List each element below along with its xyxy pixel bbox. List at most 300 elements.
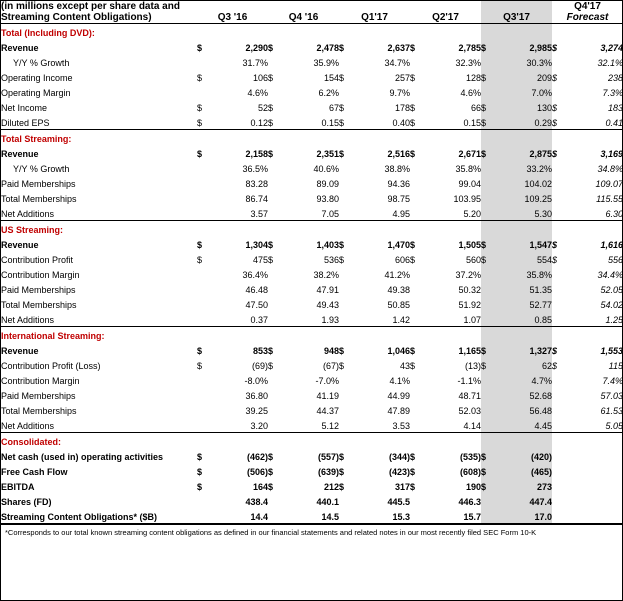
currency-symbol-cell: $ <box>410 114 424 130</box>
currency-symbol-cell: $ <box>410 467 416 477</box>
currency-symbol-cell <box>197 190 211 205</box>
value-cell: 17.0 <box>495 508 552 524</box>
currency-symbol-cell <box>197 311 211 327</box>
table-row <box>1 402 623 417</box>
value-cell: 2,516 <box>387 149 410 159</box>
currency-symbol-cell <box>268 160 282 175</box>
currency-symbol-cell <box>552 478 566 493</box>
row-label: Net cash (used in) operating activities <box>1 452 164 462</box>
value-cell: 3,169 <box>600 149 623 159</box>
value-cell: 32.3% <box>455 58 481 68</box>
section-spacer-cell <box>410 24 424 40</box>
currency-symbol-cell <box>552 508 566 524</box>
value-cell <box>566 463 623 478</box>
currency-symbol-cell: $ <box>481 69 495 84</box>
section-spacer-cell <box>410 433 424 449</box>
value-cell: 5.30 <box>495 205 552 221</box>
value-cell: 438.4 <box>245 497 268 507</box>
currency-symbol-cell <box>339 205 353 221</box>
value-cell: 37.2% <box>455 270 481 280</box>
currency-symbol-cell <box>481 417 495 433</box>
section-spacer-cell <box>211 433 268 449</box>
table-row <box>1 99 623 114</box>
section-spacer-cell <box>424 327 481 343</box>
section-spacer-cell <box>282 24 339 40</box>
value-cell: 36.5% <box>242 164 268 174</box>
currency-symbol-cell: $ <box>410 43 416 53</box>
section-spacer-cell <box>197 24 211 40</box>
value-cell: 41.19 <box>316 391 339 401</box>
section-spacer-cell <box>197 221 211 237</box>
value-cell: 3.53 <box>353 417 410 433</box>
currency-symbol-cell <box>552 175 566 190</box>
currency-symbol-cell <box>481 175 495 190</box>
value-cell: 38.2% <box>313 270 339 280</box>
currency-symbol-cell <box>481 402 495 417</box>
value-cell: 2,351 <box>316 149 339 159</box>
currency-symbol-cell <box>552 190 566 205</box>
currency-symbol-cell <box>481 205 495 221</box>
value-cell: 1,046 <box>387 346 410 356</box>
value-cell: 115 <box>608 361 623 371</box>
section-spacer-cell <box>424 221 481 237</box>
currency-symbol-cell: $ <box>410 73 416 83</box>
table-row <box>1 342 623 357</box>
currency-symbol-cell: $ <box>339 361 345 371</box>
currency-symbol-cell <box>410 160 424 175</box>
currency-symbol-cell: $ <box>552 73 558 83</box>
table-row <box>1 387 623 402</box>
table-row <box>1 114 623 130</box>
currency-symbol-cell <box>552 311 566 327</box>
value-cell: 238 <box>607 73 623 83</box>
value-cell: 7.05 <box>282 205 339 221</box>
footnote: *Corresponds to our total known streaming content obligations as defined in our financial statements and related notes in our most recently filed SEC Form 10-K <box>1 524 622 538</box>
value-cell: 3.20 <box>211 417 268 433</box>
section-spacer-cell <box>552 221 566 237</box>
currency-symbol-cell: $ <box>410 361 416 371</box>
column-header-q2-17: Q2'17 <box>410 1 481 24</box>
value-cell: 209 <box>495 69 552 84</box>
value-cell: 47.50 <box>245 300 268 310</box>
value-cell: 190 <box>465 482 481 492</box>
currency-symbol-cell <box>410 54 424 69</box>
currency-symbol-cell <box>197 84 211 99</box>
currency-symbol-cell <box>481 54 495 69</box>
table-header-row <box>1 1 623 24</box>
currency-symbol-cell <box>410 175 424 190</box>
value-cell: 0.29 <box>495 114 552 130</box>
currency-symbol-cell <box>339 281 353 296</box>
section-spacer-cell <box>268 221 282 237</box>
value-cell: 0.15 <box>282 114 339 130</box>
value-cell: 46.48 <box>245 285 268 295</box>
value-cell: 93.80 <box>316 194 339 204</box>
row-label: Net Income <box>1 103 48 113</box>
value-cell: 36.4% <box>242 270 268 280</box>
value-cell: 1,470 <box>387 240 410 250</box>
currency-symbol-cell <box>268 387 282 402</box>
section-spacer-cell <box>339 221 353 237</box>
currency-symbol-cell: $ <box>481 463 495 478</box>
value-cell: 44.37 <box>316 406 339 416</box>
value-cell: 41.2% <box>384 270 410 280</box>
currency-symbol-cell: $ <box>268 452 274 462</box>
section-spacer-cell <box>410 221 424 237</box>
value-cell: 178 <box>394 103 410 113</box>
currency-symbol-cell <box>552 296 566 311</box>
value-cell: 1,616 <box>600 240 623 250</box>
currency-symbol-cell <box>410 493 424 508</box>
row-label: Contribution Profit (Loss) <box>1 361 101 371</box>
value-cell: 7.0% <box>495 84 552 99</box>
value-cell: 35.8% <box>455 164 481 174</box>
value-cell: 49.38 <box>387 285 410 295</box>
column-header-q4-17-sub: Forecast <box>566 12 609 23</box>
value-cell: 50.32 <box>458 285 481 295</box>
table-row <box>1 160 623 175</box>
currency-symbol-cell <box>268 175 282 190</box>
value-cell: 43 <box>399 361 410 371</box>
currency-symbol-cell <box>268 296 282 311</box>
table-row <box>1 463 623 478</box>
currency-symbol-cell: $ <box>552 240 558 250</box>
currency-symbol-cell: $ <box>339 240 345 250</box>
value-cell: (462) <box>246 452 268 462</box>
currency-symbol-cell: $ <box>339 103 345 113</box>
row-label: Free Cash Flow <box>1 467 68 477</box>
currency-symbol-cell <box>552 84 566 99</box>
currency-symbol-cell: $ <box>197 43 203 53</box>
table-row <box>1 69 623 84</box>
section-spacer-cell <box>481 130 495 146</box>
value-cell: 2,637 <box>387 43 410 53</box>
section-spacer-cell <box>353 433 410 449</box>
currency-symbol-cell: $ <box>268 255 274 265</box>
value-cell: 4.6% <box>247 88 268 98</box>
value-cell: 15.7 <box>424 508 481 524</box>
units-label-line1: (in millions except per share data and <box>1 1 180 12</box>
section-spacer-cell <box>353 130 410 146</box>
value-cell: 154 <box>323 73 339 83</box>
value-cell: (535) <box>459 452 481 462</box>
value-cell: 1.42 <box>353 311 410 327</box>
currency-symbol-cell: $ <box>268 114 282 130</box>
currency-symbol-cell: $ <box>410 240 416 250</box>
value-cell: 54.02 <box>600 300 623 310</box>
value-cell: 1.07 <box>424 311 481 327</box>
value-cell: 48.71 <box>458 391 481 401</box>
section-spacer-cell <box>353 24 410 40</box>
currency-symbol-cell <box>410 190 424 205</box>
value-cell: (506) <box>246 467 268 477</box>
row-label: Paid Memberships <box>1 391 76 401</box>
section-spacer-cell <box>495 221 552 237</box>
value-cell <box>566 508 623 524</box>
value-cell: 44.99 <box>387 391 410 401</box>
value-cell: -7.0% <box>315 376 339 386</box>
currency-symbol-cell: $ <box>552 149 558 159</box>
currency-symbol-cell: $ <box>410 103 416 113</box>
value-cell: 1,327 <box>495 342 552 357</box>
currency-symbol-cell <box>481 493 495 508</box>
value-cell: 31.7% <box>242 58 268 68</box>
currency-symbol-cell <box>481 281 495 296</box>
currency-symbol-cell: $ <box>197 482 203 492</box>
currency-symbol-cell <box>552 281 566 296</box>
value-cell: 7.3% <box>602 88 623 98</box>
currency-symbol-cell <box>339 387 353 402</box>
currency-symbol-cell: $ <box>339 452 345 462</box>
column-header-q4-17 <box>552 1 623 24</box>
section-spacer-cell <box>339 327 353 343</box>
currency-symbol-cell <box>268 205 282 221</box>
value-cell: 4.6% <box>460 88 481 98</box>
currency-symbol-cell <box>197 205 211 221</box>
row-label: Net Additions <box>1 311 197 327</box>
value-cell: 4.45 <box>495 417 552 433</box>
currency-symbol-cell: $ <box>268 73 274 83</box>
row-label: Net Additions <box>1 205 197 221</box>
currency-symbol-cell <box>268 281 282 296</box>
value-cell: 0.85 <box>495 311 552 327</box>
currency-symbol-cell <box>197 296 211 311</box>
value-cell: 52.77 <box>495 296 552 311</box>
table-row <box>1 508 623 524</box>
value-cell: 4.1% <box>389 376 410 386</box>
value-cell: 62 <box>495 357 552 372</box>
currency-symbol-cell <box>410 387 424 402</box>
currency-symbol-cell <box>339 493 353 508</box>
currency-symbol-cell <box>197 372 211 387</box>
value-cell: (639) <box>317 467 339 477</box>
value-cell: 128 <box>465 73 481 83</box>
column-header-q3-17: Q3'17 <box>481 1 552 24</box>
currency-symbol-cell: $ <box>197 346 203 356</box>
table-row <box>1 448 623 463</box>
row-label: Contribution Margin <box>1 376 80 386</box>
value-cell: 51.35 <box>495 281 552 296</box>
section-spacer-cell <box>495 433 552 449</box>
section-spacer-cell <box>282 221 339 237</box>
currency-symbol-cell <box>339 84 353 99</box>
value-cell: 445.5 <box>387 497 410 507</box>
section-spacer-cell <box>353 327 410 343</box>
section-spacer-cell <box>495 327 552 343</box>
section-spacer-cell <box>353 221 410 237</box>
value-cell: 94.36 <box>387 179 410 189</box>
currency-symbol-cell: $ <box>481 99 495 114</box>
value-cell: 52.03 <box>458 406 481 416</box>
value-cell: (67) <box>322 361 339 371</box>
value-cell: 32.1% <box>597 58 623 68</box>
currency-symbol-cell <box>410 205 424 221</box>
value-cell: 257 <box>394 73 410 83</box>
value-cell: 1.25 <box>566 311 623 327</box>
table-row <box>1 296 623 311</box>
currency-symbol-cell: $ <box>197 255 203 265</box>
currency-symbol-cell <box>410 281 424 296</box>
currency-symbol-cell <box>268 266 282 281</box>
currency-symbol-cell: $ <box>268 361 274 371</box>
value-cell <box>566 493 623 508</box>
table-row <box>1 311 623 327</box>
value-cell: 554 <box>495 251 552 266</box>
currency-symbol-cell <box>268 402 282 417</box>
currency-symbol-cell <box>410 84 424 99</box>
value-cell <box>566 448 623 463</box>
currency-symbol-cell: $ <box>552 114 566 130</box>
currency-symbol-cell <box>197 175 211 190</box>
section-spacer-cell <box>424 24 481 40</box>
table-row <box>1 478 623 493</box>
section-spacer-cell <box>268 433 282 449</box>
row-label: Net Additions <box>1 417 197 433</box>
currency-symbol-cell: $ <box>552 43 558 53</box>
column-header-q3-16: Q3 '16 <box>197 1 268 24</box>
row-label: Total Memberships <box>1 300 77 310</box>
section-spacer-cell <box>282 327 339 343</box>
currency-symbol-cell: $ <box>481 114 495 130</box>
section-spacer-cell <box>211 221 268 237</box>
table-row <box>1 190 623 205</box>
table-row <box>1 39 623 54</box>
value-cell: 4.7% <box>495 372 552 387</box>
section-spacer-cell <box>211 130 268 146</box>
currency-symbol-cell <box>552 448 566 463</box>
row-label: Y/Y % Growth <box>13 164 70 174</box>
currency-symbol-cell <box>197 508 211 524</box>
row-label: Paid Memberships <box>1 179 76 189</box>
table-row <box>1 145 623 160</box>
currency-symbol-cell <box>552 54 566 69</box>
currency-symbol-cell: $ <box>268 43 274 53</box>
currency-symbol-cell: $ <box>197 467 203 477</box>
value-cell: 0.40 <box>353 114 410 130</box>
section-spacer-cell <box>197 130 211 146</box>
section-spacer-cell <box>552 130 566 146</box>
currency-symbol-cell <box>410 296 424 311</box>
column-header-q4-16: Q4 '16 <box>268 1 339 24</box>
currency-symbol-cell: $ <box>197 114 211 130</box>
currency-symbol-cell <box>552 463 566 478</box>
row-label: Operating Income <box>1 73 73 83</box>
currency-symbol-cell <box>552 160 566 175</box>
currency-symbol-cell <box>268 311 282 327</box>
value-cell: (557) <box>317 452 339 462</box>
currency-symbol-cell: $ <box>481 145 495 160</box>
section-header-row <box>1 327 623 343</box>
value-cell: 130 <box>495 99 552 114</box>
currency-symbol-cell: $ <box>410 482 416 492</box>
section-spacer-cell <box>566 221 623 237</box>
value-cell: 212 <box>323 482 339 492</box>
section-spacer-cell <box>410 130 424 146</box>
currency-symbol-cell <box>197 493 211 508</box>
value-cell: 4.14 <box>424 417 481 433</box>
value-cell: 49.43 <box>316 300 339 310</box>
currency-symbol-cell <box>481 84 495 99</box>
value-cell: 164 <box>252 482 268 492</box>
value-cell: 38.8% <box>384 164 410 174</box>
currency-symbol-cell: $ <box>410 452 416 462</box>
section-spacer-cell <box>339 24 353 40</box>
table-row <box>1 281 623 296</box>
value-cell: 61.53 <box>600 406 623 416</box>
row-label: Streaming Content Obligations* ($B) <box>1 508 197 524</box>
value-cell: 7.4% <box>602 376 623 386</box>
currency-symbol-cell: $ <box>268 103 274 113</box>
value-cell: 50.85 <box>387 300 410 310</box>
value-cell: 0.41 <box>566 114 623 130</box>
currency-symbol-cell: $ <box>339 482 345 492</box>
section-title: Total (Including DVD): <box>1 28 95 38</box>
currency-symbol-cell <box>552 402 566 417</box>
column-header-q1-17: Q1'17 <box>339 1 410 24</box>
currency-symbol-cell <box>197 281 211 296</box>
section-spacer-cell <box>495 130 552 146</box>
value-cell: 115.55 <box>596 194 623 204</box>
currency-symbol-cell <box>339 402 353 417</box>
value-cell: 2,785 <box>458 43 481 53</box>
section-spacer-cell <box>339 130 353 146</box>
currency-symbol-cell <box>339 372 353 387</box>
value-cell: 2,985 <box>495 39 552 54</box>
currency-symbol-cell: $ <box>410 346 416 356</box>
section-header-row <box>1 130 623 146</box>
currency-symbol-cell <box>552 205 566 221</box>
value-cell: 0.12 <box>211 114 268 130</box>
metrics-table <box>1 1 623 524</box>
value-cell: 34.4% <box>597 270 623 280</box>
value-cell: (420) <box>495 448 552 463</box>
section-spacer-cell <box>552 24 566 40</box>
value-cell: 51.92 <box>458 300 481 310</box>
currency-symbol-cell <box>481 387 495 402</box>
currency-symbol-cell <box>410 311 424 327</box>
currency-symbol-cell: $ <box>552 361 558 371</box>
currency-symbol-cell: $ <box>197 73 203 83</box>
row-label: Contribution Profit <box>1 255 74 265</box>
value-cell: (423) <box>388 467 410 477</box>
currency-symbol-cell: $ <box>339 467 345 477</box>
currency-symbol-cell: $ <box>552 346 558 356</box>
value-cell: 86.74 <box>245 194 268 204</box>
table-row <box>1 372 623 387</box>
value-cell: 317 <box>394 482 410 492</box>
table-row <box>1 175 623 190</box>
value-cell: 106 <box>252 73 268 83</box>
value-cell: 40.6% <box>313 164 339 174</box>
section-spacer-cell <box>197 327 211 343</box>
currency-symbol-cell <box>268 493 282 508</box>
currency-symbol-cell <box>339 266 353 281</box>
value-cell: 475 <box>252 255 268 265</box>
currency-symbol-cell: $ <box>552 103 558 113</box>
section-spacer-cell <box>211 24 268 40</box>
table-row <box>1 236 623 251</box>
value-cell: 39.25 <box>245 406 268 416</box>
currency-symbol-cell <box>552 387 566 402</box>
row-label: Revenue <box>1 149 39 159</box>
value-cell: 34.7% <box>384 58 410 68</box>
currency-symbol-cell: $ <box>197 452 203 462</box>
currency-symbol-cell <box>268 417 282 433</box>
currency-symbol-cell <box>339 160 353 175</box>
currency-symbol-cell <box>410 266 424 281</box>
table-row <box>1 205 623 221</box>
section-spacer-cell <box>481 327 495 343</box>
